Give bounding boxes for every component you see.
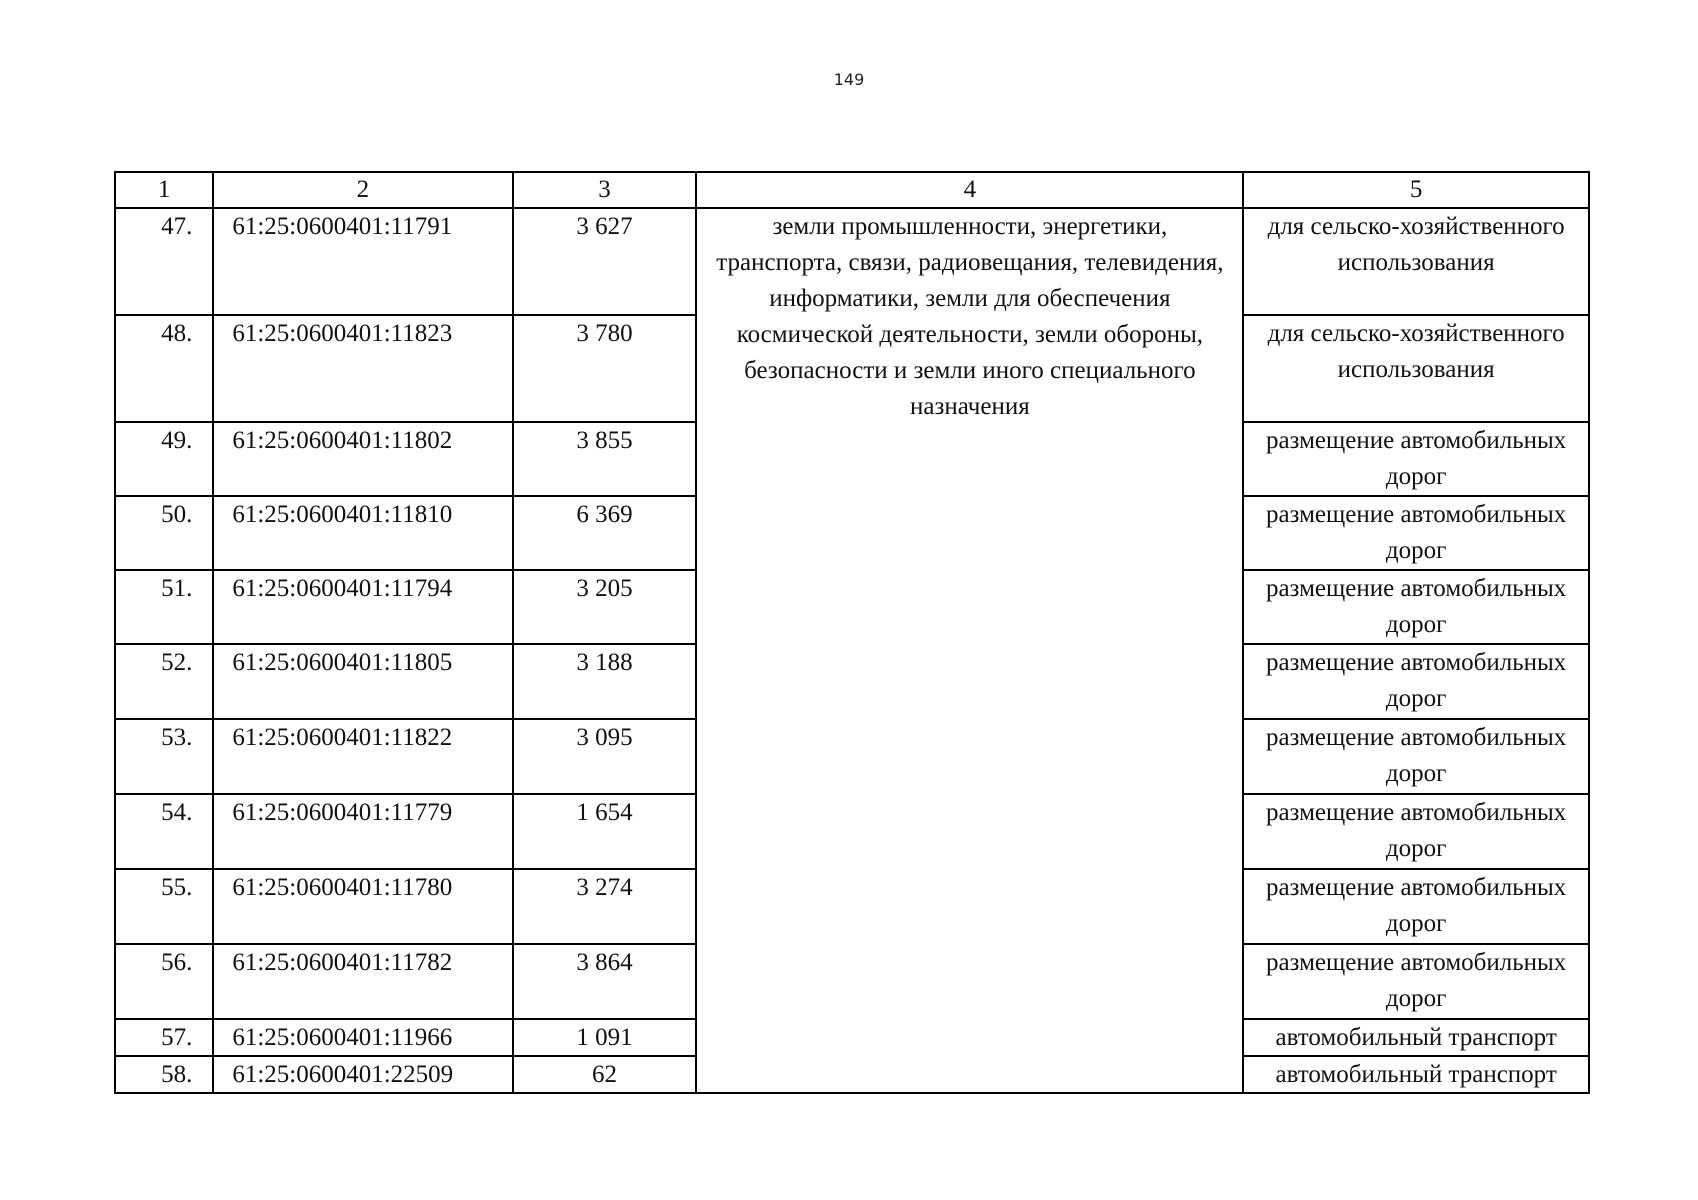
permitted-use: размещение автомобильных дорог	[1243, 719, 1589, 794]
area-value: 1 091	[513, 1019, 697, 1056]
page-number: 149	[833, 70, 865, 89]
area-value: 3 780	[513, 315, 697, 422]
area-value: 6 369	[513, 496, 697, 570]
permitted-use: для сельско-хозяйственного использования	[1243, 208, 1589, 315]
row-number: 55.	[115, 869, 213, 944]
permitted-use: размещение автомобильных дорог	[1243, 869, 1589, 944]
area-value: 3 188	[513, 644, 697, 719]
permitted-use: автомобильный транспорт	[1243, 1056, 1589, 1093]
row-number: 48.	[115, 315, 213, 422]
permitted-use: для сельско-хозяйственного использования	[1243, 315, 1589, 422]
area-value: 3 205	[513, 570, 697, 644]
area-value: 1 654	[513, 794, 697, 869]
cadastral-number: 61:25:0600401:11794	[213, 570, 512, 644]
header-col-1: 1	[115, 172, 213, 208]
row-number: 56.	[115, 944, 213, 1019]
row-number: 50.	[115, 496, 213, 570]
area-value: 3 274	[513, 869, 697, 944]
land-parcels-table	[114, 171, 1590, 1094]
row-number: 54.	[115, 794, 213, 869]
header-col-2: 2	[213, 172, 512, 208]
row-number: 52.	[115, 644, 213, 719]
cadastral-number: 61:25:0600401:11802	[213, 422, 512, 496]
cadastral-number: 61:25:0600401:11822	[213, 719, 512, 794]
permitted-use: автомобильный транспорт	[1243, 1019, 1589, 1056]
row-number: 51.	[115, 570, 213, 644]
row-number: 49.	[115, 422, 213, 496]
permitted-use: размещение автомобильных дорог	[1243, 570, 1589, 644]
area-value: 3 855	[513, 422, 697, 496]
permitted-use: размещение автомобильных дорог	[1243, 944, 1589, 1019]
cadastral-number: 61:25:0600401:11791	[213, 208, 512, 315]
cadastral-number: 61:25:0600401:11810	[213, 496, 512, 570]
header-col-3: 3	[513, 172, 697, 208]
permitted-use: размещение автомобильных дорог	[1243, 422, 1589, 496]
cadastral-number: 61:25:0600401:11823	[213, 315, 512, 422]
permitted-use: размещение автомобильных дорог	[1243, 794, 1589, 869]
cadastral-number: 61:25:0600401:11966	[213, 1019, 512, 1056]
row-number: 57.	[115, 1019, 213, 1056]
cadastral-number: 61:25:0600401:11805	[213, 644, 512, 719]
header-col-4: 4	[696, 172, 1243, 208]
cadastral-number: 61:25:0600401:11779	[213, 794, 512, 869]
area-value: 3 095	[513, 719, 697, 794]
area-value: 3 864	[513, 944, 697, 1019]
row-number: 53.	[115, 719, 213, 794]
area-value: 3 627	[513, 208, 697, 315]
land-category: земли промышленности, энергетики, транспорта, связи, радиовещания, телевидения, информатики, земли для обеспечения космической деятельности, земли обороны, безопасности и земли иного специального назначения	[696, 208, 1243, 1093]
cadastral-number: 61:25:0600401:11780	[213, 869, 512, 944]
permitted-use: размещение автомобильных дорог	[1243, 496, 1589, 570]
area-value: 62	[513, 1056, 697, 1093]
header-col-5: 5	[1243, 172, 1589, 208]
table-header-row	[115, 172, 1589, 208]
row-number: 47.	[115, 208, 213, 315]
cadastral-number: 61:25:0600401:22509	[213, 1056, 512, 1093]
permitted-use: размещение автомобильных дорог	[1243, 644, 1589, 719]
cadastral-number: 61:25:0600401:11782	[213, 944, 512, 1019]
table-row	[115, 208, 1589, 315]
row-number: 58.	[115, 1056, 213, 1093]
